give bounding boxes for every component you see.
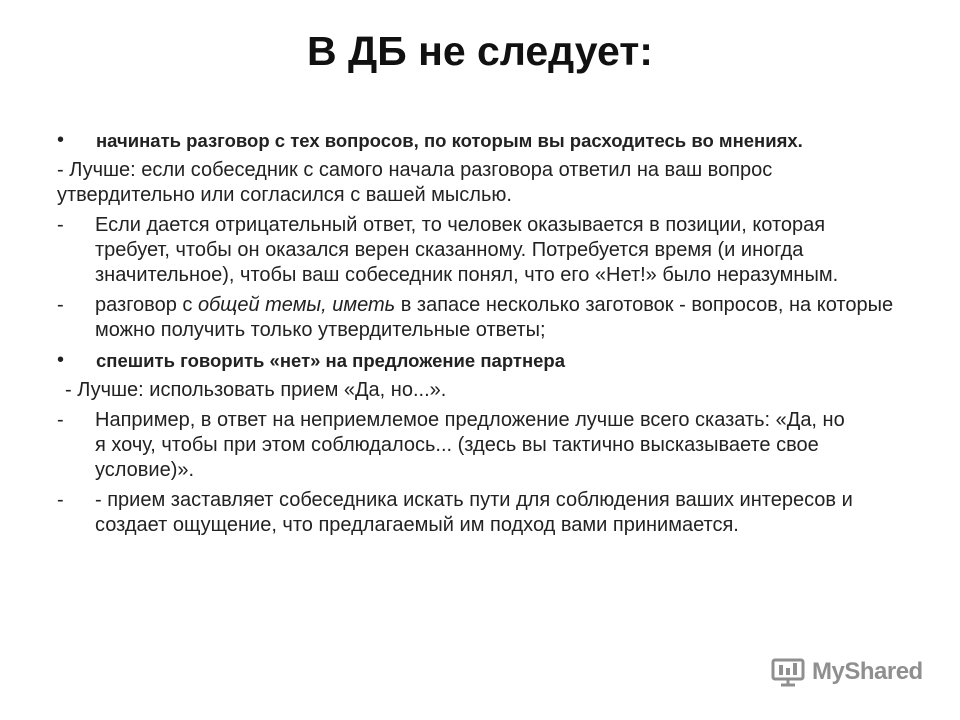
dash-marker: - xyxy=(57,409,64,431)
dash-marker: - xyxy=(57,489,64,511)
dash-text: Например, в ответ на неприемлемое предложение лучше всего сказать: «Да, но я хочу, чтобы при этом соблюдалось... (здесь вы тактично высказываете свое условие)». xyxy=(95,409,845,481)
bullet-marker: • xyxy=(57,349,65,371)
dash-text xyxy=(57,293,915,343)
paragraph-text: - Лучше: если собеседник с самого начала разговора ответил на ваш вопрос утвердительно или согласился с вашей мыслью. xyxy=(57,159,773,206)
paragraph xyxy=(57,158,847,208)
brand-name: MyShared xyxy=(812,658,923,685)
dash-item xyxy=(57,293,917,343)
dash-text-start: разговор с xyxy=(95,294,198,316)
bullet-marker: • xyxy=(57,129,65,151)
dash-text-end: в запасе несколько заготовок - вопросов, на которые можно получить только утвердительные ответы; xyxy=(95,294,894,341)
dash-text: Если дается отрицательный ответ, то человек оказывается в позиции, которая требует, чтобы он оказался верен сказанному. Потребуется время (и иногда значительное), чтобы ваш собеседник понял, что его «Нет!» было неразумным. xyxy=(95,214,839,286)
bullet-item xyxy=(57,348,917,373)
paragraph-text: - Лучше: использовать прием «Да, но...». xyxy=(65,379,447,401)
presentation-screen-icon xyxy=(770,657,806,687)
myshared-watermark xyxy=(770,656,923,688)
bullet-item xyxy=(57,128,877,153)
bullet-text: спешить говорить «нет» на предложение партнера xyxy=(96,350,565,371)
bullet-text: начинать разговор с тех вопросов, по которым вы расходитесь во мнениях. xyxy=(96,130,803,151)
dash-item xyxy=(57,213,917,288)
dash-text-emphasis: общей темы, иметь xyxy=(197,294,396,316)
dash-item xyxy=(57,408,917,483)
slide-body xyxy=(57,128,917,543)
dash-marker: - xyxy=(57,294,64,316)
paragraph xyxy=(57,378,917,403)
slide-title: В ДБ не следует: xyxy=(307,28,653,74)
dash-marker: - xyxy=(57,214,64,236)
dash-text: - прием заставляет собеседника искать пути для соблюдения ваших интересов и создает ощущение, что предлагаемый им подход вами принимается. xyxy=(95,489,853,536)
dash-item xyxy=(57,488,917,538)
